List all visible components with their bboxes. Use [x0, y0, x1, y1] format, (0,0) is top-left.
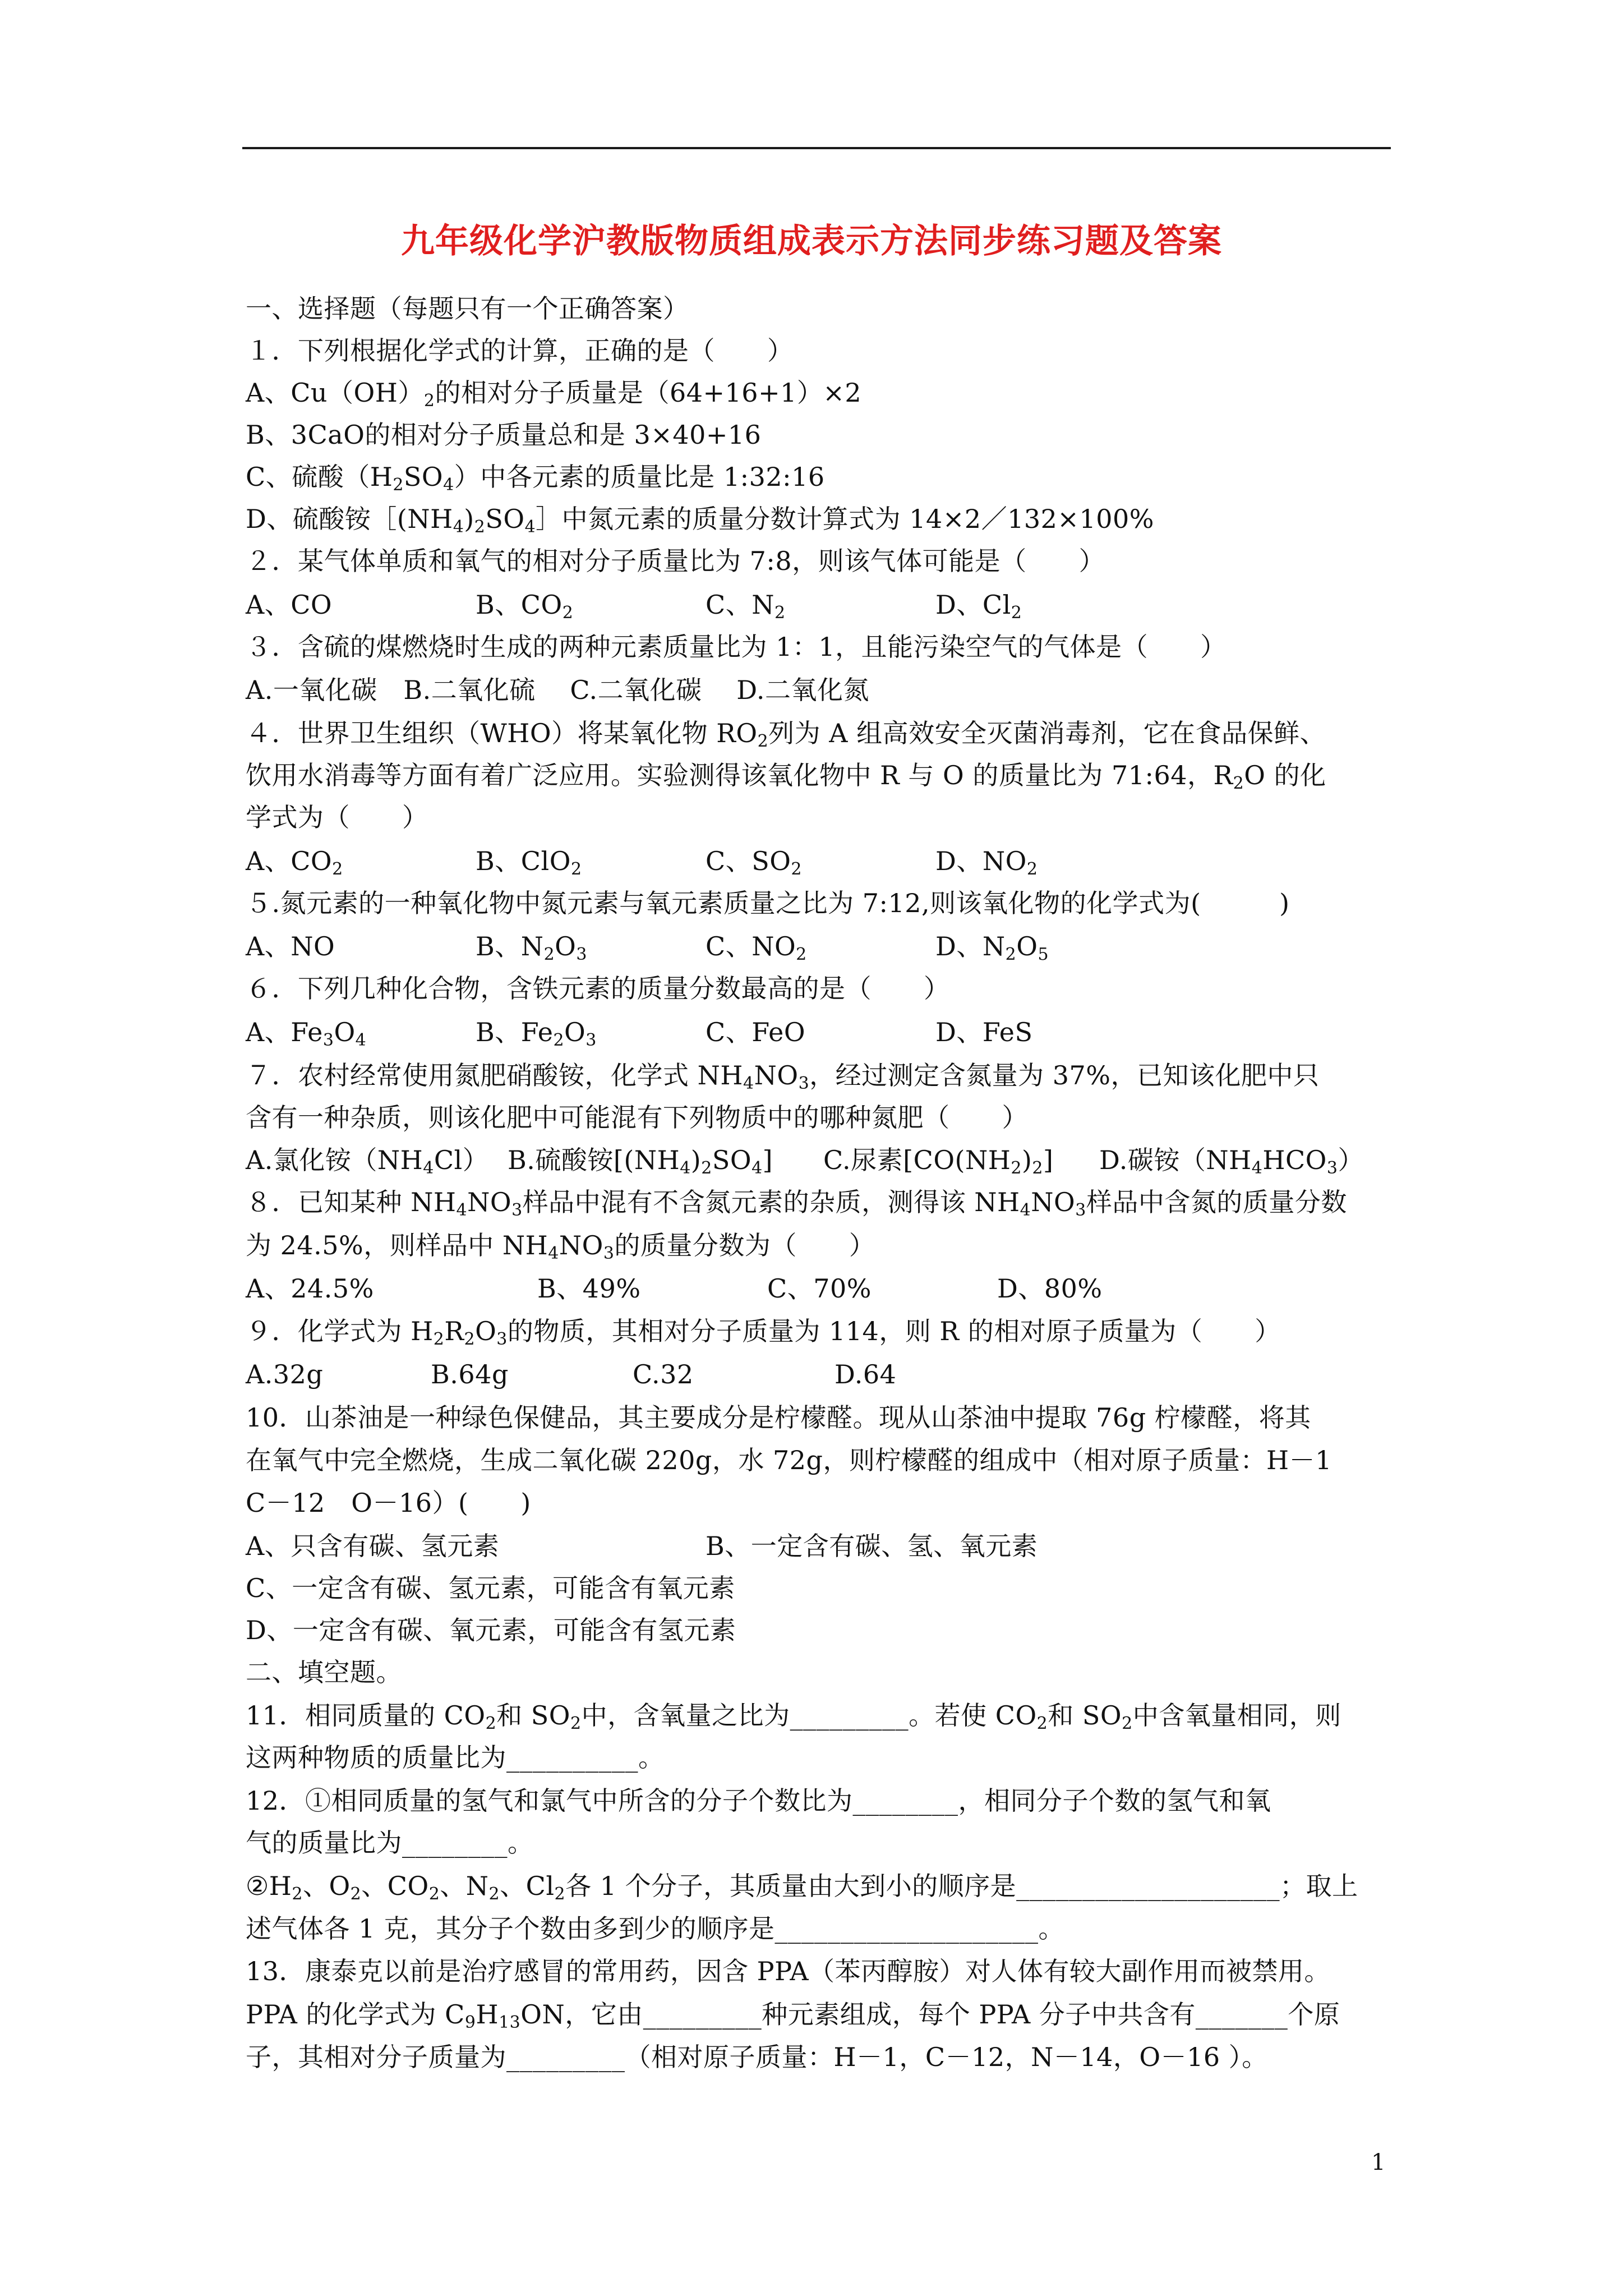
- q8-option-a: A、24.5%: [246, 1273, 374, 1304]
- q8-line-1: ８．已知某种 $NH_4NO_3$样品中混有不含氮元素的杂质，测得该 $NH_4NO_3$样品中含氮的质量分数: [246, 1187, 1347, 1220]
- q12-line-4: 述气体各 1 克，其分子个数由多到少的顺序是____________________。: [246, 1913, 1065, 1944]
- q10-option-b: B、一定含有碳、氢、氧元素: [706, 1531, 1038, 1561]
- q10-option-d: D、一定含有碳、氧元素，可能含有氢元素: [246, 1615, 736, 1645]
- q5-option-b: B、$N_2O_3$: [476, 931, 587, 964]
- q5-stem: ５.氮元素的一种氧化物中氮元素与氧元素质量之比为 7:12,则该氧化物的化学式为( ): [246, 888, 1290, 918]
- q1-option-d: D、硫酸铵$[(NH_4)_2SO_4]$中氮元素的质量分数计算式为 14×2／132×100%: [246, 504, 1154, 537]
- q7-option-a: A.氯化铵$(NH_4Cl)$: [246, 1145, 489, 1178]
- q13-line-2: PPA 的化学式为 $C_9H_{13}ON$，它由_________种元素组成，每个 PPA 分子中共含有_______个原: [246, 1999, 1340, 2032]
- q3-options: A.一氧化碳 B.二氧化硫 C.二氧化碳 D.二氧化氮: [246, 675, 870, 705]
- q10-line-2: 在氧气中完全燃烧，生成二氧化碳 220g，水 72g，则柠檬醛的组成中（相对原子质量：H－1: [246, 1445, 1332, 1475]
- q10-line-1: 10．山茶油是一种绿色保健品，其主要成分是柠檬醛。现从山茶油中提取 76g 柠檬醛，将其: [246, 1402, 1311, 1433]
- q9-stem: ９．化学式为 $H_2R_2O_3$的物质，其相对分子质量为 114，则 R 的相对原子质量为（ ）: [246, 1316, 1281, 1349]
- q7-option-c: C.尿素$[CO(NH_2)_2]$: [823, 1145, 1054, 1178]
- q2-option-c: C、$N_2$: [706, 590, 786, 623]
- q2-option-d: D、$Cl_2$: [935, 590, 1022, 623]
- q9-option-a: A.32g: [246, 1359, 324, 1389]
- q4-line-1: ４．世界卫生组织（WHO）将某氧化物 $RO_2$列为 A 组高效安全灭菌消毒剂，它在食品保鲜、: [246, 718, 1326, 751]
- q11-line-1: 11．相同质量的 $CO_2$和 $SO_2$中，含氧量之比为_________。若使 $CO_2$和 $SO_2$中含氧量相同，则: [246, 1700, 1341, 1733]
- q2-option-b: B、$CO_2$: [476, 590, 574, 623]
- q7-line-2: 含有一种杂质，则该化肥中可能混有下列物质中的哪种氮肥（ ）: [246, 1102, 1028, 1133]
- q7-line-1: ７．农村经常使用氮肥硝酸铵，化学式 $NH_4NO_3$，经过测定含氮量为 37%，已知该化肥中只: [246, 1060, 1320, 1093]
- q6-option-c: C、FeO: [706, 1017, 806, 1047]
- q4-line-2: 饮用水消毒等方面有着广泛应用。实验测得该氧化物中 R 与 O 的质量比为 71:64，$R_2O$ 的化: [246, 760, 1326, 793]
- q8-line-2: 为 24.5%，则样品中 $NH_4NO_3$的质量分数为（ ）: [246, 1230, 875, 1263]
- q1-option-b: B、3CaO的相对分子质量总和是 3×40+16: [246, 420, 762, 450]
- q4-line-3: 学式为（ ）: [246, 802, 428, 832]
- q6-option-d: D、FeS: [935, 1017, 1033, 1047]
- q1-option-c: C、硫酸$(H_2SO_4)$中各元素的质量比是 1:32:16: [246, 462, 825, 495]
- document-title: 九年级化学沪教版物质组成表示方法同步练习题及答案: [401, 222, 1222, 261]
- q3-stem: ３．含硫的煤燃烧时生成的两种元素质量比为 1：1，且能污染空气的气体是（ ）: [246, 632, 1227, 662]
- q12-line-1: 12．①相同质量的氢气和氯气中所含的分子个数比为________，相同分子个数的氢气和氧: [246, 1786, 1271, 1816]
- q13-line-3: 子，其相对分子质量为_________（相对原子质量：H－1，C－12，N－14，O－16 ）。: [246, 2042, 1268, 2072]
- q4-option-a: A、$CO_2$: [246, 846, 343, 879]
- q10-option-a: A、只含有碳、氢元素: [246, 1531, 500, 1561]
- q1-stem: １．下列根据化学式的计算，正确的是（ ）: [246, 335, 794, 366]
- q5-option-a: A、NO: [246, 931, 335, 961]
- q6-option-b: B、$Fe_2O_3$: [476, 1017, 597, 1050]
- q4-option-b: B、ClO$_2$: [476, 846, 582, 879]
- header-rule: [242, 147, 1391, 149]
- q1-option-a: A、$Cu(OH)_2$的相对分子质量是（64+16+1）×2: [246, 378, 862, 411]
- q6-option-a: A、$Fe_3O_4$: [246, 1017, 367, 1050]
- page-number: 1: [1371, 2150, 1386, 2175]
- q10-option-c: C、一定含有碳、氢元素，可能含有氧元素: [246, 1573, 735, 1603]
- q6-stem: ６．下列几种化合物，含铁元素的质量分数最高的是（ ）: [246, 973, 950, 1004]
- q7-option-d: D.碳铵$(NH_4HCO_3)$: [1099, 1145, 1364, 1178]
- q9-option-c: C.32: [633, 1359, 694, 1389]
- q9-option-d: D.64: [834, 1359, 897, 1389]
- q4-option-c: C、$SO_2$: [706, 846, 803, 879]
- q12-line-2: 气的质量比为________。: [246, 1828, 534, 1858]
- q8-option-b: B、49%: [537, 1273, 641, 1304]
- q11-line-2: 这两种物质的质量比为__________。: [246, 1742, 665, 1773]
- q12-line-3: $②H_2$、$O_2$、$CO_2$、$N_2$、$Cl_2$各 1 个分子，其质量由大到小的顺序是____________________；取上: [246, 1871, 1358, 1904]
- section-heading-choice: 一、选择题（每题只有一个正确答案）: [246, 293, 689, 324]
- q4-option-d: D、$NO_2$: [935, 846, 1038, 879]
- q8-option-d: D、80%: [997, 1273, 1103, 1304]
- q9-option-b: B.64g: [431, 1359, 509, 1389]
- q2-stem: ２．某气体单质和氧气的相对分子质量比为 7:8，则该气体可能是（ ）: [246, 546, 1105, 576]
- q2-option-a: A、CO: [246, 590, 333, 620]
- q8-option-c: C、70%: [767, 1273, 872, 1304]
- q5-option-d: D、$N_2O_5$: [935, 931, 1049, 964]
- q10-line-3: C－12 O－16）( ): [246, 1488, 531, 1518]
- q13-line-1: 13．康泰克以前是治疗感冒的常用药，因含 PPA（苯丙醇胺）对人体有较大副作用而被禁用。: [246, 1956, 1331, 1986]
- section-heading-fill: 二、填空题。: [246, 1657, 402, 1687]
- q7-option-b: B.硫酸铵$[(NH_4)_2SO_4]$: [508, 1145, 773, 1178]
- q5-option-c: C、$NO_2$: [706, 931, 807, 964]
